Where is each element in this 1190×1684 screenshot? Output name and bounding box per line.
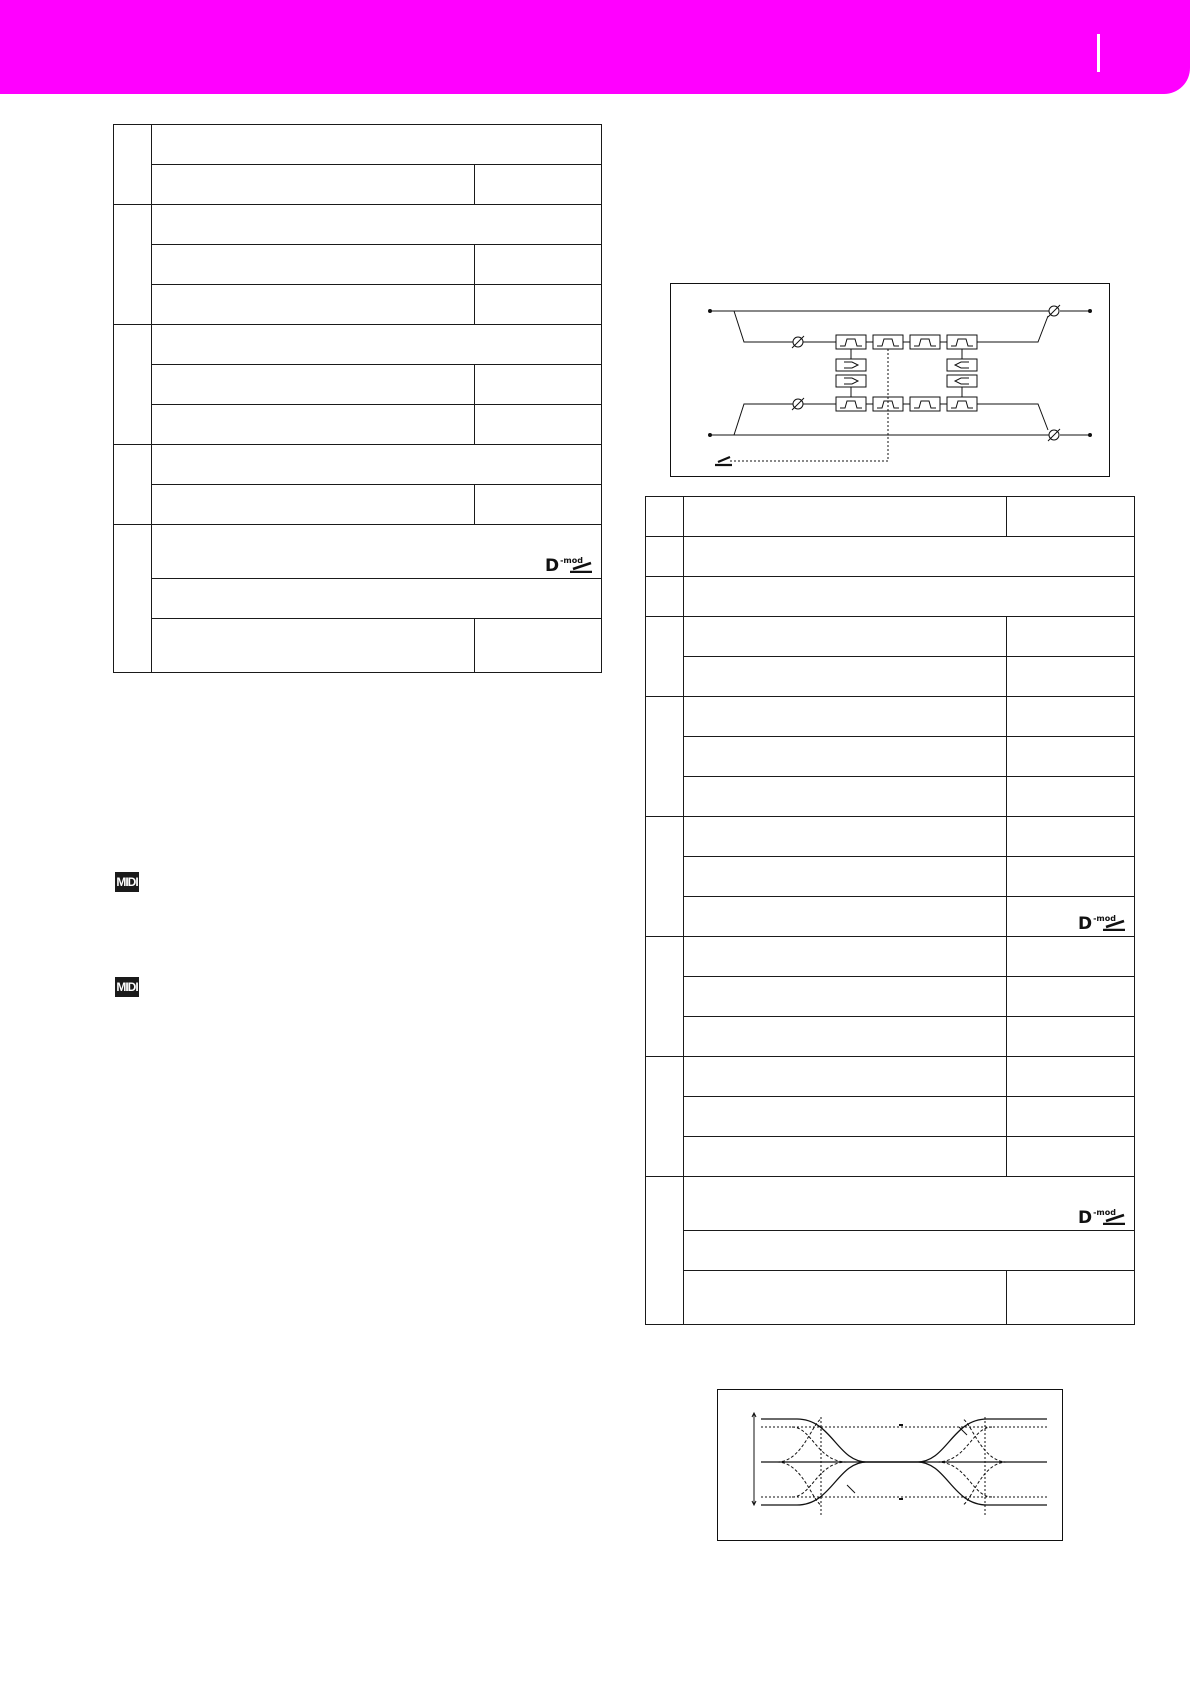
param-group-cell [646,1177,684,1325]
frequency-response-graph [717,1389,1063,1541]
dmod-badge [1078,1209,1126,1226]
param-row [684,817,1007,857]
param-group-cell [646,937,684,1057]
param-row [684,1231,1135,1271]
param-group-cell [114,125,152,205]
param-value-cell [475,245,602,285]
param-row [152,325,602,365]
param-value-cell [1007,1017,1135,1057]
dmod-suffix: -mod [560,556,583,565]
page-header-bar [0,0,1190,94]
param-value-cell-dmod [1007,897,1135,937]
param-value-cell [475,285,602,325]
param-row [152,205,602,245]
param-group-cell [646,697,684,817]
param-value-cell [1007,1271,1135,1325]
param-row [152,405,475,445]
param-group-cell [114,525,152,673]
param-group-cell [646,577,684,617]
param-row [152,445,602,485]
param-value-cell [1007,977,1135,1017]
param-group-cell [114,445,152,525]
param-value-cell [1007,857,1135,897]
dmod-pedal-icon [1102,1213,1126,1225]
dmod-letter: D [544,556,560,576]
param-value-cell [1007,497,1135,537]
param-row [684,577,1135,617]
header-divider [1097,34,1100,72]
param-row [152,285,475,325]
param-group-cell [114,325,152,445]
midi-badge: MIDI [115,872,139,892]
param-group-cell [114,205,152,325]
param-value-cell [1007,817,1135,857]
param-row-dmod [152,525,602,579]
param-row [684,497,1007,537]
param-group-cell [646,1057,684,1177]
param-row [684,1017,1007,1057]
param-row [684,537,1135,577]
param-row [684,857,1007,897]
param-value-cell [1007,1057,1135,1097]
param-value-cell [1007,1097,1135,1137]
param-group-cell [646,537,684,577]
midi-badge: MIDI [115,977,139,997]
param-row [152,619,475,673]
param-row [152,165,475,205]
dmod-badge [545,557,593,574]
dmod-badge [1078,915,1126,932]
param-row [684,1097,1007,1137]
dmod-letter: D [1077,914,1093,934]
param-row-dmod [684,1177,1135,1231]
param-group-cell [646,497,684,537]
param-group-cell [646,617,684,697]
param-row [684,617,1007,657]
param-row [152,245,475,285]
param-row [684,737,1007,777]
param-value-cell [1007,657,1135,697]
param-value-cell [1007,1137,1135,1177]
param-row [684,777,1007,817]
param-row [152,365,475,405]
param-value-cell [475,165,602,205]
param-value-cell [1007,617,1135,657]
param-row [684,1137,1007,1177]
param-row [152,125,602,165]
param-row [684,697,1007,737]
param-value-cell [475,365,602,405]
dmod-suffix: -mod [1093,914,1116,923]
param-value-cell [1007,777,1135,817]
param-value-cell [475,619,602,673]
param-value-cell [1007,737,1135,777]
param-value-cell [475,405,602,445]
param-row [152,485,475,525]
signal-flow-block-diagram [670,283,1110,477]
param-value-cell [475,485,602,525]
dmod-pedal-icon [569,561,593,573]
param-row [684,977,1007,1017]
param-value-cell [1007,937,1135,977]
param-group-cell [646,817,684,937]
param-row [152,579,602,619]
dmod-suffix: -mod [1093,1208,1116,1217]
dmod-letter: D [1077,1208,1093,1228]
param-row [684,1271,1007,1325]
param-row [684,937,1007,977]
dmod-pedal-icon [1102,919,1126,931]
param-row [684,1057,1007,1097]
param-row [684,657,1007,697]
right-parameter-table [645,496,1135,1325]
left-parameter-table [113,124,602,673]
param-value-cell [1007,697,1135,737]
param-row [684,897,1007,937]
